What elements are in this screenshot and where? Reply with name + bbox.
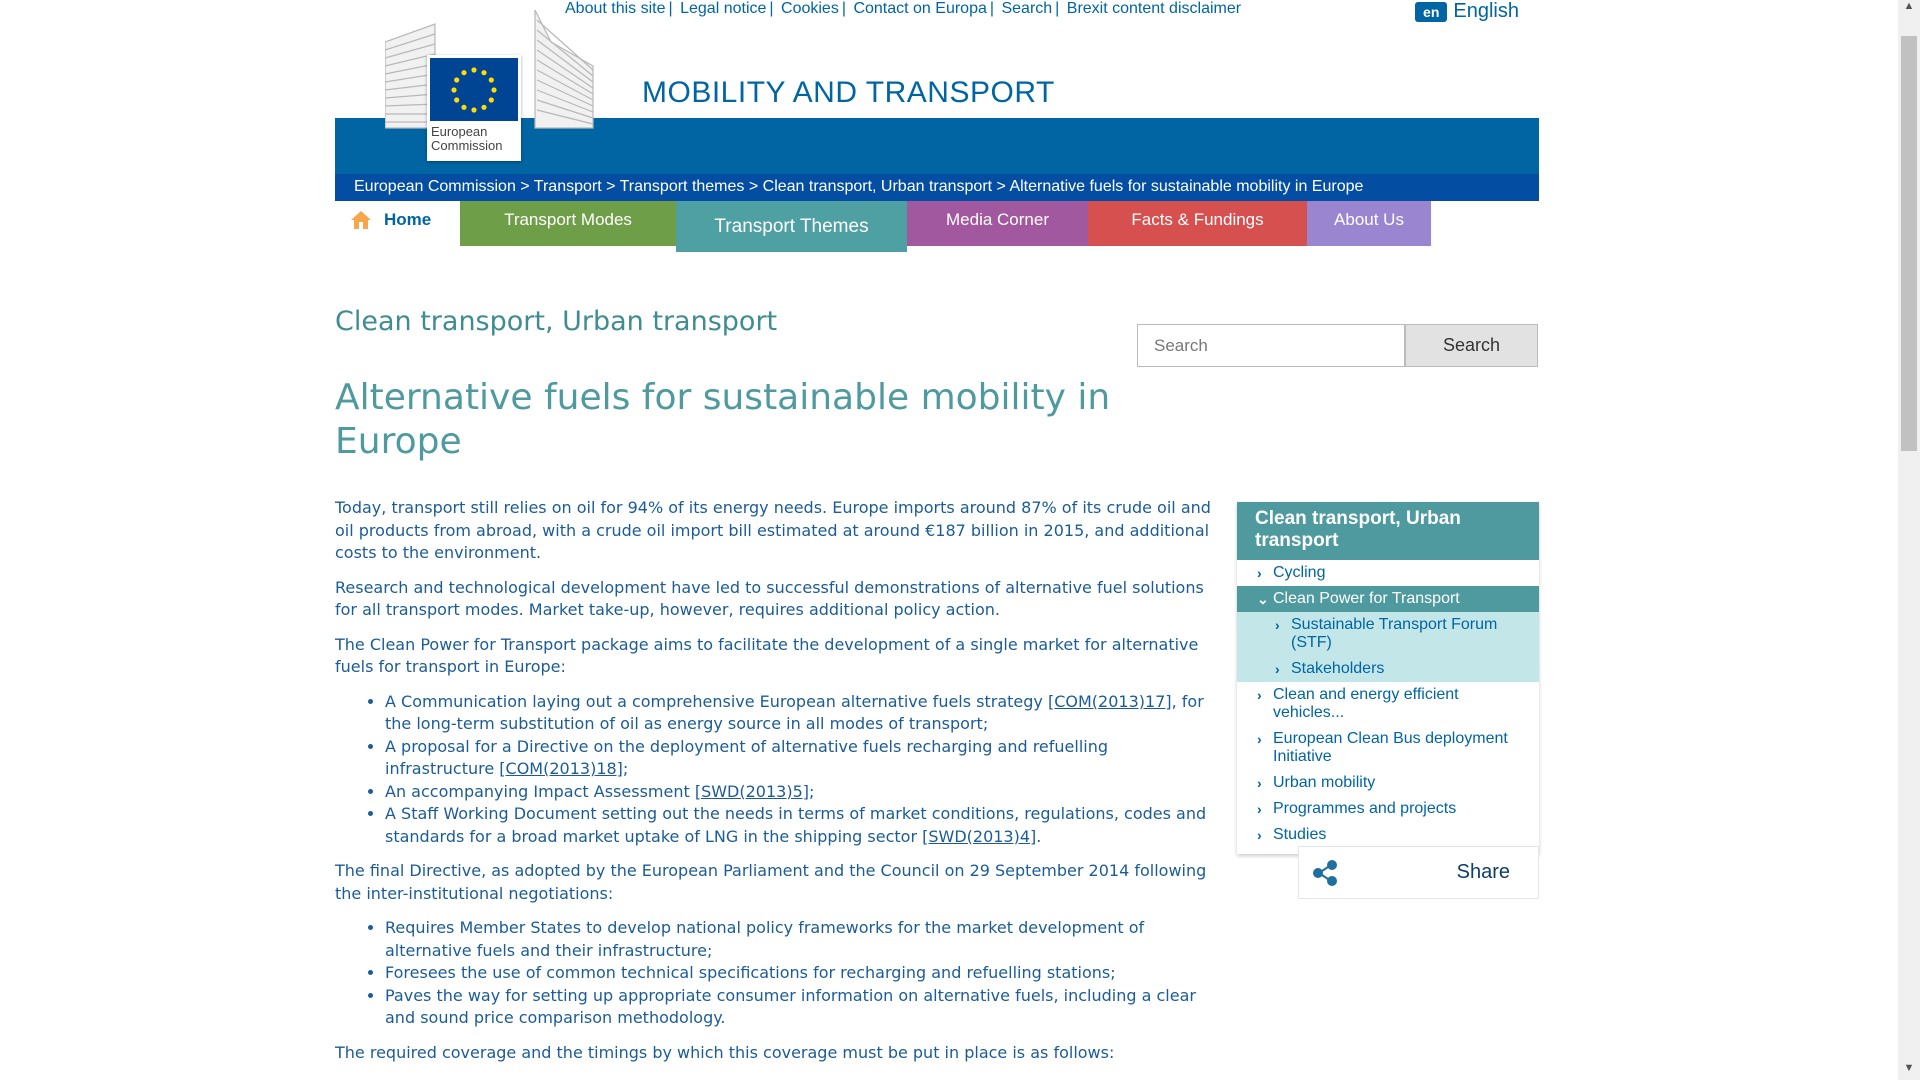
separator: | (769, 0, 774, 17)
sidebar-title[interactable]: Clean transport, Urban transport (1237, 502, 1539, 560)
ref-link-swd-2013-4[interactable]: [SWD(2013)4] (922, 826, 1037, 846)
chevron-right-icon: › (1257, 687, 1262, 703)
sidebar-item-label: European Clean Bus deployment Initiative (1273, 730, 1508, 765)
nav-media-corner[interactable]: Media Corner (907, 201, 1088, 246)
scrollbar-thumb[interactable] (1901, 36, 1917, 451)
share-button[interactable] (1298, 846, 1539, 899)
nav-about-us[interactable]: About Us (1307, 201, 1431, 246)
logo-text-line2: Commission (431, 138, 503, 153)
sidebar-item-label: Programmes and projects (1273, 800, 1457, 817)
paragraph-research: Research and technological development have led to successful demonstrations of alternative fuel solutions for all transport modes. Market take-up, however, requires additional policy action. (335, 577, 1204, 619)
home-icon (350, 209, 372, 231)
list-item-text: ; (622, 759, 629, 778)
sidebar-item-label: Cycling (1273, 564, 1326, 581)
logo-text-line1: European (431, 124, 488, 139)
list-item-text: A proposal for a Directive on the deployment of alternative fuels recharging and refuelling infrastructure (385, 736, 1109, 778)
sidebar-item-label: Clean Power for Transport (1273, 590, 1460, 607)
chevron-right-icon: › (1257, 801, 1262, 817)
separator: | (989, 0, 995, 17)
ref-link-com-2013-18[interactable]: [COM(2013)18] (499, 759, 623, 778)
sidebar-item-programmes[interactable] (1237, 796, 1539, 822)
directive-list (385, 917, 1215, 1030)
chevron-down-icon: ⌄ (1257, 591, 1269, 607)
site-title[interactable]: MOBILITY AND TRANSPORT (642, 76, 1055, 109)
scroll-down-icon[interactable]: ▼ (1903, 1062, 1915, 1074)
page-scrollbar[interactable] (1898, 0, 1920, 1080)
sidebar-item-clean-bus[interactable] (1237, 726, 1539, 770)
sidebar-item-label: Studies (1273, 826, 1327, 843)
language-name: English (1453, 0, 1519, 22)
chevron-right-icon: › (1257, 731, 1262, 747)
list-item: • Paves the way for setting up appropriate consumer information on alternative fuels, including a clear and sound price comparison methodology. (385, 985, 1215, 1030)
list-item: • Foresees the use of common technical specifications for recharging and refuelling stations; (385, 962, 1215, 985)
nav-home-label: Home (384, 209, 432, 229)
sidebar-item-clean-power[interactable] (1237, 586, 1539, 612)
nav-facts-fundings[interactable]: Facts & Fundings (1088, 201, 1307, 246)
link-about-site[interactable]: About this site (565, 0, 666, 17)
share-label: Share (1456, 861, 1510, 883)
nav-transport-themes[interactable]: Transport Themes (676, 201, 907, 252)
scroll-up-icon[interactable]: ▲ (1903, 0, 1915, 12)
paragraph-coverage: The required coverage and the timings by which this coverage must be put in place is as follows: (335, 1042, 1115, 1062)
nav-home[interactable] (335, 201, 460, 246)
sidebar-item-clean-vehicles[interactable] (1237, 682, 1539, 726)
eu-flag-icon (430, 58, 518, 121)
link-contact[interactable]: Contact on Europa (853, 0, 987, 17)
list-item (385, 736, 1215, 781)
separator: | (841, 0, 846, 17)
chevron-right-icon: › (1275, 617, 1280, 633)
list-item-text: A Staff Working Document setting out the needs in terms of market conditions, regulations, codes and standards for a broad market uptake of LNG in the shipping sector (385, 804, 1207, 846)
separator: | (1055, 0, 1060, 17)
paragraph-directive: The final Directive, as adopted by the European Parliament and the Council on 29 September 2014 following the inter-institutional negotiations: (335, 861, 1207, 903)
chevron-right-icon: › (1257, 827, 1262, 843)
list-item-text: ; (809, 781, 815, 801)
link-search[interactable]: Search (1001, 0, 1053, 17)
search-form (1137, 324, 1538, 367)
list-item (385, 803, 1215, 848)
european-commission-logo[interactable] (385, 10, 605, 160)
sidebar-item-cycling[interactable] (1237, 560, 1539, 586)
section-title: Clean transport, Urban transport (335, 306, 778, 337)
paragraph-intro: Today, transport still relies on oil for 94% of its energy needs. Europe imports around 87% of its crude oil and oil products from abroad, with a crude oil import bill estimated at around €187 billion in 2015, and additional costs to the environment. (335, 498, 1211, 562)
paragraph-package: The Clean Power for Transport package aims to facilitate the development of a single market for alternative fuels for transport in Europe: (335, 634, 1199, 676)
sidebar-item-stf[interactable] (1237, 612, 1539, 656)
sidebar-item-urban-mobility[interactable] (1237, 770, 1539, 796)
ref-link-swd-2013-5[interactable]: [SWD(2013)5] (694, 781, 809, 801)
language-code-badge: en (1415, 2, 1447, 22)
link-cookies[interactable]: Cookies (781, 0, 839, 17)
list-item: • Requires Member States to develop national policy frameworks for the market development of alternative fuels and their infrastructure; (385, 917, 1215, 962)
sidebar-item-label: Clean and energy efficient vehicles... (1273, 686, 1459, 721)
language-selector[interactable] (1415, 0, 1519, 23)
list-item-text: An accompanying Impact Assessment (385, 781, 695, 801)
ref-link-com-2013-17[interactable]: [COM(2013)17] (1047, 691, 1172, 711)
link-brexit-disclaimer[interactable]: Brexit content disclaimer (1066, 0, 1242, 17)
chevron-right-icon: › (1257, 565, 1262, 581)
chevron-right-icon: › (1275, 661, 1280, 677)
page-wrapper (335, 0, 1539, 1080)
list-item-text: . (1036, 826, 1042, 846)
share-icon (1311, 859, 1339, 887)
sidebar-item-stakeholders[interactable] (1237, 656, 1539, 682)
list-item-text: A Communication laying out a comprehensive European alternative fuels strategy (385, 691, 1048, 711)
separator: | (668, 0, 673, 17)
list-item-text: , for the long-term substitution of oil as energy source in all modes of transport; (385, 691, 1204, 733)
chevron-right-icon: › (1257, 775, 1262, 791)
list-item (385, 781, 1215, 804)
sidebar-navigation (1237, 502, 1539, 854)
sidebar-submenu (1237, 612, 1539, 682)
page-title: Alternative fuels for sustainable mobility in Europe (335, 377, 1111, 462)
sidebar-item-label: Stakeholders (1291, 660, 1385, 677)
top-utility-links (565, 0, 1241, 18)
nav-transport-modes[interactable]: Transport Modes (460, 201, 676, 246)
search-input[interactable] (1137, 324, 1405, 367)
logo-text (431, 125, 503, 153)
search-button[interactable]: Search (1405, 324, 1538, 367)
package-list (385, 691, 1215, 849)
breadcrumb[interactable]: European Commission > Transport > Transport themes > Clean transport, Urban transport > Alternative fuels for sustainable mobility in Europe (335, 174, 1539, 201)
article-content (335, 497, 1215, 1076)
sidebar-item-label: Sustainable Transport Forum (STF) (1291, 616, 1498, 651)
main-navigation (335, 201, 1431, 247)
sidebar-item-label: Urban mobility (1273, 774, 1376, 791)
link-legal-notice[interactable]: Legal notice (680, 0, 767, 17)
sidebar-item-studies[interactable] (1237, 822, 1539, 848)
logo-card (427, 55, 521, 161)
list-item (385, 691, 1215, 736)
